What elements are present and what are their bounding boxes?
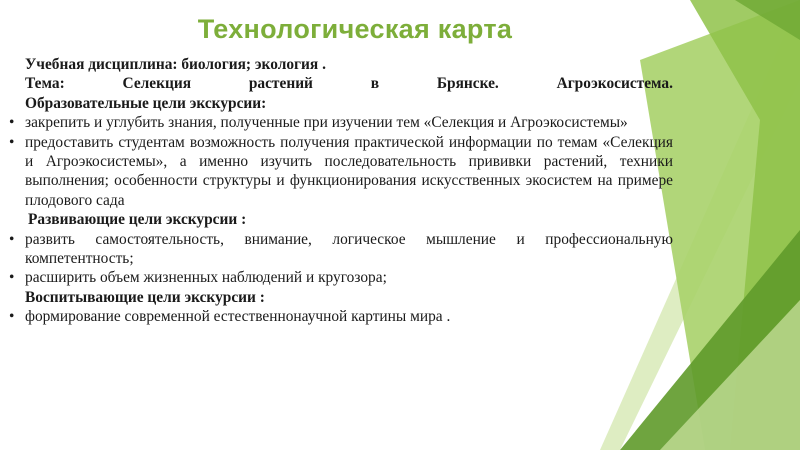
main-content [8,55,673,327]
topic-word: Агроэкосистема. [556,75,673,93]
developing-goals-heading: Развивающие цели экскурсии : [28,211,247,229]
list-item-text: формирование современной естественнонаучной картины мира . [25,308,451,326]
list-item [8,133,673,211]
topic-word: растений [248,75,313,93]
upbringing-goals-heading: Воспитывающие цели экскурсии : [25,288,265,306]
topic-word: Тема: [25,75,65,93]
list-item [8,268,673,287]
discipline-line: Учебная дисциплина: биология; экология . [25,56,326,73]
bullet-icon: • [9,269,15,287]
list-item-text: расширить объем жизненных наблюдений и кругозора; [25,269,387,287]
bullet-icon: • [9,114,15,132]
topic-word: Брянске. [436,75,499,93]
topic-word: в [370,75,380,93]
list-item-text: закрепить и углубить знания, полученные при изучении тем «Селекция и Агроэкосистемы» [25,114,628,132]
educational-goals-heading: Образовательные цели экскурсии: [25,94,267,112]
list-item-text: предоставить студентам возможность получения практической информации по темам «Селекция и Агроэкосистемы», а именно изучить последовательность прививки растений, техники выполнения; особенности структуры и функционирования искусственных экосистем на примере плодового сада [25,133,673,209]
bullet-icon: • [9,133,15,151]
list-item [8,307,673,326]
list-item [8,113,673,132]
list-item-text: развить самостоятельность, внимание, логическое мышление и профессиональную компетентность; [25,230,673,268]
list-item [8,230,673,269]
bullet-icon: • [9,230,15,248]
bullet-icon: • [9,308,15,326]
page-title: Технологическая карта [197,14,513,44]
topic-line [8,74,673,93]
topic-word: Селекция [122,75,192,93]
